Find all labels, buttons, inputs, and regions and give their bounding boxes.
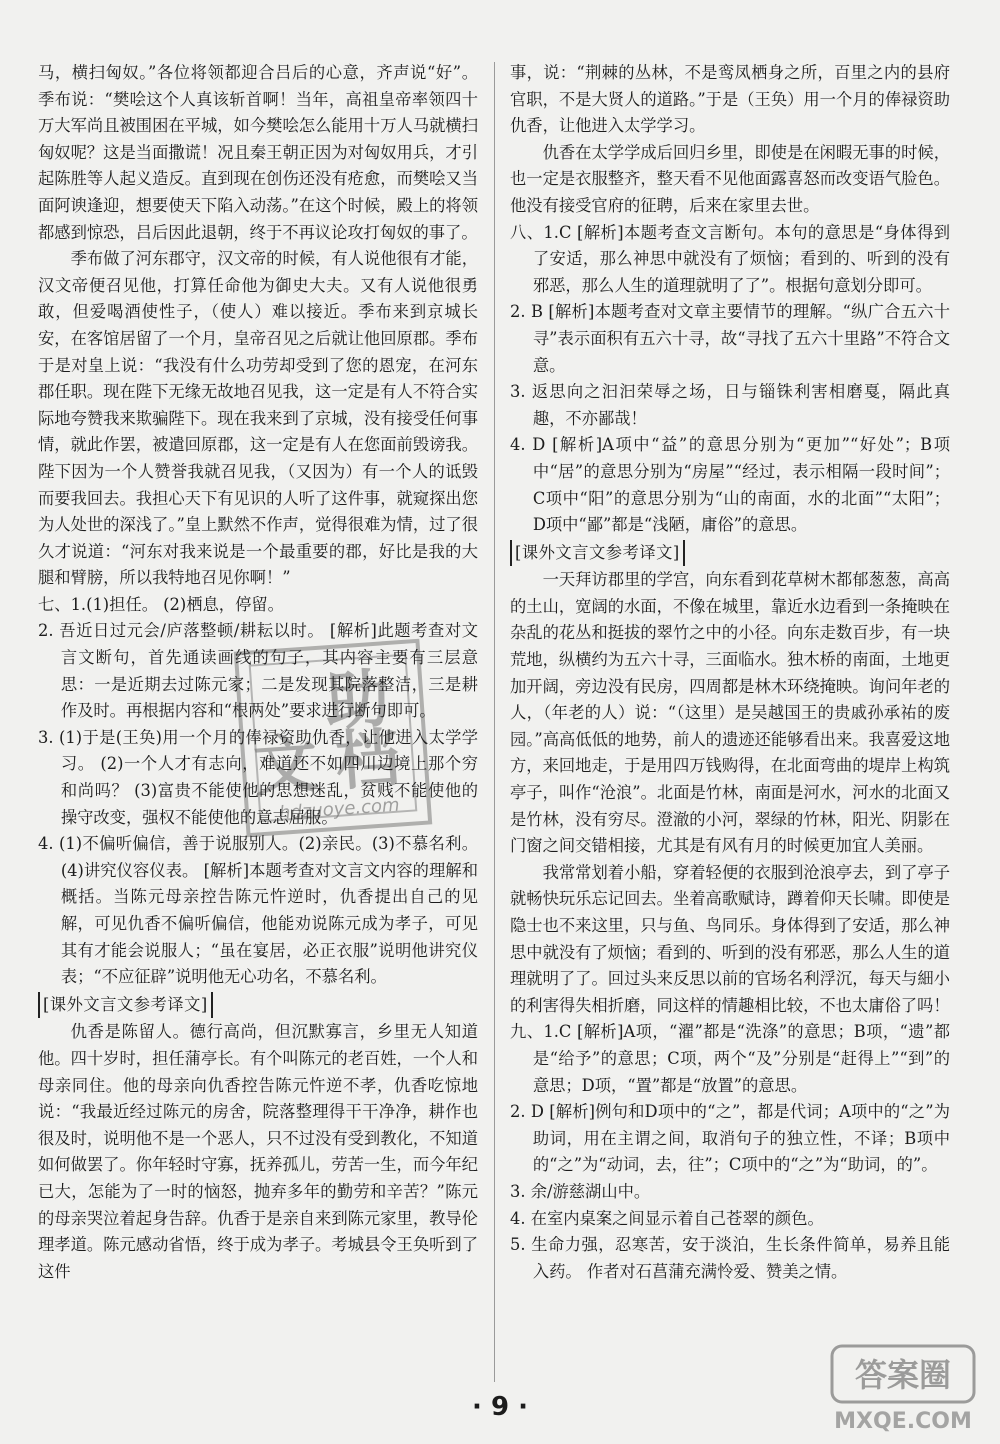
stamp-char-3: 档 (333, 721, 403, 800)
left-paragraph-8: 仇香是陈留人。德行高尚，但沉默寡言，乡里无人知道他。四十岁时，担任蒲亭长。有个叫陈元的老百姓，一个人和母亲同住。他的母亲向仇香控告陈元忤逆不孝，仇香吃惊地说：“我最近经过陈元的房舍，院落整理得干干净净，耕作也很及时，说明他不是一个恶人，只不过没有受到教化，不知道如何做罢了。你年轻时守寡，抚养孤儿，劳苦一生，而今年纪已大，怎能为了一时的恼怒，抛弃多年的勤劳和辛苦？”陈元的母亲哭泣着起身告辞。仇香于是亲自来到陈元家里，教导伦理孝道。陈元感动省悟，终于成为孝子。考城县令王奂听到了这件 (38, 1022, 478, 1281)
left-paragraph-6: 4. (1)不偏听偏信，善于说服别人。(2)亲民。(3)不慕名利。(4)讲究仪容仪表。 [解析]本题考查对文言文内容的理解和概括。当陈元母亲控告陈元忤逆时，仇香提出自己的见解，可见仇香不偏听偏信，他能劝说陈元成为孝子，可见其有才能会说服人；“虽在宴居，必正衣服”说明他讲究仪表；“不应征辟”说明他无心功名，不慕名利。 (38, 834, 478, 987)
right-section-heading: [课外文言文参考译文] (510, 540, 685, 567)
helper-doc-stamp (234, 639, 433, 838)
right-paragraph-14: 5. 生命力强，忍寒苦，安于淡泊，生长条件简单，易养且能入药。 作者对石菖蒲充满怜爱、赞美之情。 (510, 1235, 950, 1281)
column-divider (494, 62, 495, 1382)
right-paragraph-13: 4. 在室内桌案之间显示着自己苍翠的颜色。 (510, 1208, 824, 1228)
watermark-bottom-text: MXQE.COM (834, 1409, 972, 1434)
left-paragraph-3: 七、1.(1)担任。 (2)栖息，停留。 (38, 594, 284, 614)
right-paragraph-7 (510, 539, 950, 568)
right-paragraph-8: 一天拜访郡里的学宫，向东看到花草树木都郁葱葱，高高的土山，宽阔的水面，不像在城里，靠近水边看到一条掩映在杂乱的花丛和挺拔的翠竹之中的小径。向东走数百步，有一块荒地，纵横约为五六十寻，三面临水。独木桥的南面，土地更加开阔，旁边没有民房，四周都是林木环绕掩映。询问年老的人，（年老的人）说：“（这里）是吴越国王的贵戚孙承祐的废园。”高高低低的地势，前人的遗迹还能够看出来。我喜爱这地方，来回地走，于是用四万钱购得，在北面弯曲的堤岸上构筑亭子，叫作“沧浪”。北面是竹林，南面是河水，河水的北面又是竹林，没有穷尽。澄澈的小河，翠绿的竹林，阳光、阴影在门窗之间交错相接，尤其是有风有月的时候更加宜人美丽。 (510, 570, 950, 856)
page-number: · 9 · (472, 1392, 528, 1422)
right-paragraph-12: 3. 余/游慈湖山中。 (510, 1181, 651, 1201)
right-paragraph-10: 九、1.C [解析]A项，“濯”都是“洗涤”的意思；B项，“遗”都是“给予”的意思；C项，两个“及”分别是“赶得上”“到”的意思；D项，“置”都是“放置”的意思。 (510, 1022, 950, 1095)
right-paragraph-1: 事，说：“荆棘的丛林，不是鸾凤栖身之所，百里之内的县府官职，不是大贤人的道路。”于是（王奂）用一个月的俸禄资助仇香，让他进入太学学习。 (510, 63, 950, 136)
left-paragraph-7 (38, 991, 478, 1020)
right-paragraph-5: 3. 返思向之汩汩荣辱之场，日与锱铢利害相磨戛，隔此真趣，不亦鄙哉！ (510, 382, 950, 428)
left-paragraph-2: 季布做了河东郡守，汉文帝的时候，有人说他很有才能，汉文帝便召见他，打算任命他为御史大夫。又有人说他很勇敢，但爱喝酒使性子，（使人）难以接近。季布来到京城长安，在客馆居留了一个月，皇帝召见之后就让他回原郡。季布于是对皇上说：“我没有什么功劳却受到了您的恩宠，在河东郡任职。现在陛下无缘无故地召见我，这一定是有人不符合实际地夸赞我来欺骗陛下。现在我来到了京城，没有接受任何事情，就此作罢，被遣回原郡，这一定是有人在您面前毁谤我。陛下因为一个人赞誉我就召见我，（又因为）有一个人的诋毁而要我回去。我担心天下有见识的人听了这件事，就窥探出您为人处世的深浅了。”皇上默然不作声，觉得很难为情，过了很久才说道：“河东对我来说是一个最重要的郡，好比是我的大腿和臂膀，所以我特地召见你啊！” (38, 249, 478, 588)
right-paragraph-9: 我常常划着小船，穿着轻便的衣服到沧浪亭去，到了亭子就畅快玩乐忘记回去。坐着高歌赋诗，蹲着仰天长啸。即使是隐士也不来这里，只与鱼、鸟同乐。身体得到了安适，那么神思中就没有了烦恼；看到的、听到的没有邪恶，那么人生的道理就明了了。回过头来反思以前的官场名利浮沉，每天与細小的利害得失相折磨，同这样的情趣相比较，不也太庸俗了吗！ (510, 862, 950, 1015)
left-paragraph-4: 2. 吾近日过元会/庐落整顿/耕耘以时。 [解析]此题考查对文言文断句，首先通读画线的句子，其内容主要有三层意思：一是近期去过陈元家；二是发现其院落整洁，三是耕作及时。再根据内容和“根两处”要求进行断句即可。 (38, 621, 478, 721)
left-section-heading: [课外文言文参考译文] (38, 992, 213, 1019)
right-paragraph-3: 八、1.C [解析]本题考查文言断句。本句的意思是“身体得到了安适，那么神思中就没有了烦恼；看到的、听到的没有邪恶，那么人生的道理就明了了”。根据句意划分即可。 (510, 222, 950, 295)
watermark-top-text: 答案圈 (854, 1356, 952, 1394)
stamp-url: hdzuoye.com (278, 794, 401, 824)
watermark-logo (824, 1340, 982, 1436)
left-paragraph-1: 马，横扫匈奴。”各位将领都迎合吕后的心意，齐声说“好”。季布说：“樊哙这个人真该斩首啊！当年，高祖皇帝率领四十万大军尚且被围困在平城，如今樊哙怎么能用十万人马就横扫匈奴呢？这是当面撒谎！况且秦王朝正因为对匈奴用兵，才引起陈胜等人起义造反。直到现在创伤还没有疮愈，而樊哙又当面阿谀逢迎，想要使天下陷入动荡。”在这个时候，殿上的将领都感到惊恐，吕后因此退朝，终于不再议论攻打匈奴的事了。 (38, 63, 478, 242)
right-paragraph-2: 仇香在太学学成后回归乡里，即使是在闲暇无事的时候，也一定是衣服整齐，整天看不见他面露喜怒而改变语气脸色。他没有接受官府的征聘，后来在家里去世。 (510, 142, 950, 215)
left-paragraph-5: 3. (1)于是(王奂)用一个月的俸禄资助仇香，让他进入太学学习。 (2)一个人才有志向，难道还不如四川边境上那个穷和尚吗？ (3)富贵不能使他的思想迷乱，贫贱不能使他的操守改变，强权不能使他的意志屈服。 (38, 727, 478, 827)
right-paragraph-4: 2. B [解析]本题考查对文章主要情节的理解。“纵广合五六十寻”表示面积有五六十寻，故“寻找了五六十里路”不符合文意。 (510, 302, 950, 375)
right-paragraph-11: 2. D [解析]例句和D项中的“之”，都是代词；A项中的“之”为助词，用在主谓之间，取消句子的独立性，不译；B项中的“之”为“动词，去，往”；C项中的“之”为“助词，的”。 (510, 1102, 950, 1175)
right-paragraph-6: 4. D [解析]A项中“益”的意思分别为“更加”“好处”；B项中“居”的意思分别为“房屋”“经过，表示相隔一段时间”；C项中“阳”的意思分别为“山的南面，水的北面”“太阳”；D项中“鄙”都是“浅陋，庸俗”的意思。 (510, 435, 950, 535)
right-column (510, 60, 950, 1285)
stamp-char-1: 助 (322, 662, 392, 741)
stamp-char-2: 文 (251, 727, 321, 806)
